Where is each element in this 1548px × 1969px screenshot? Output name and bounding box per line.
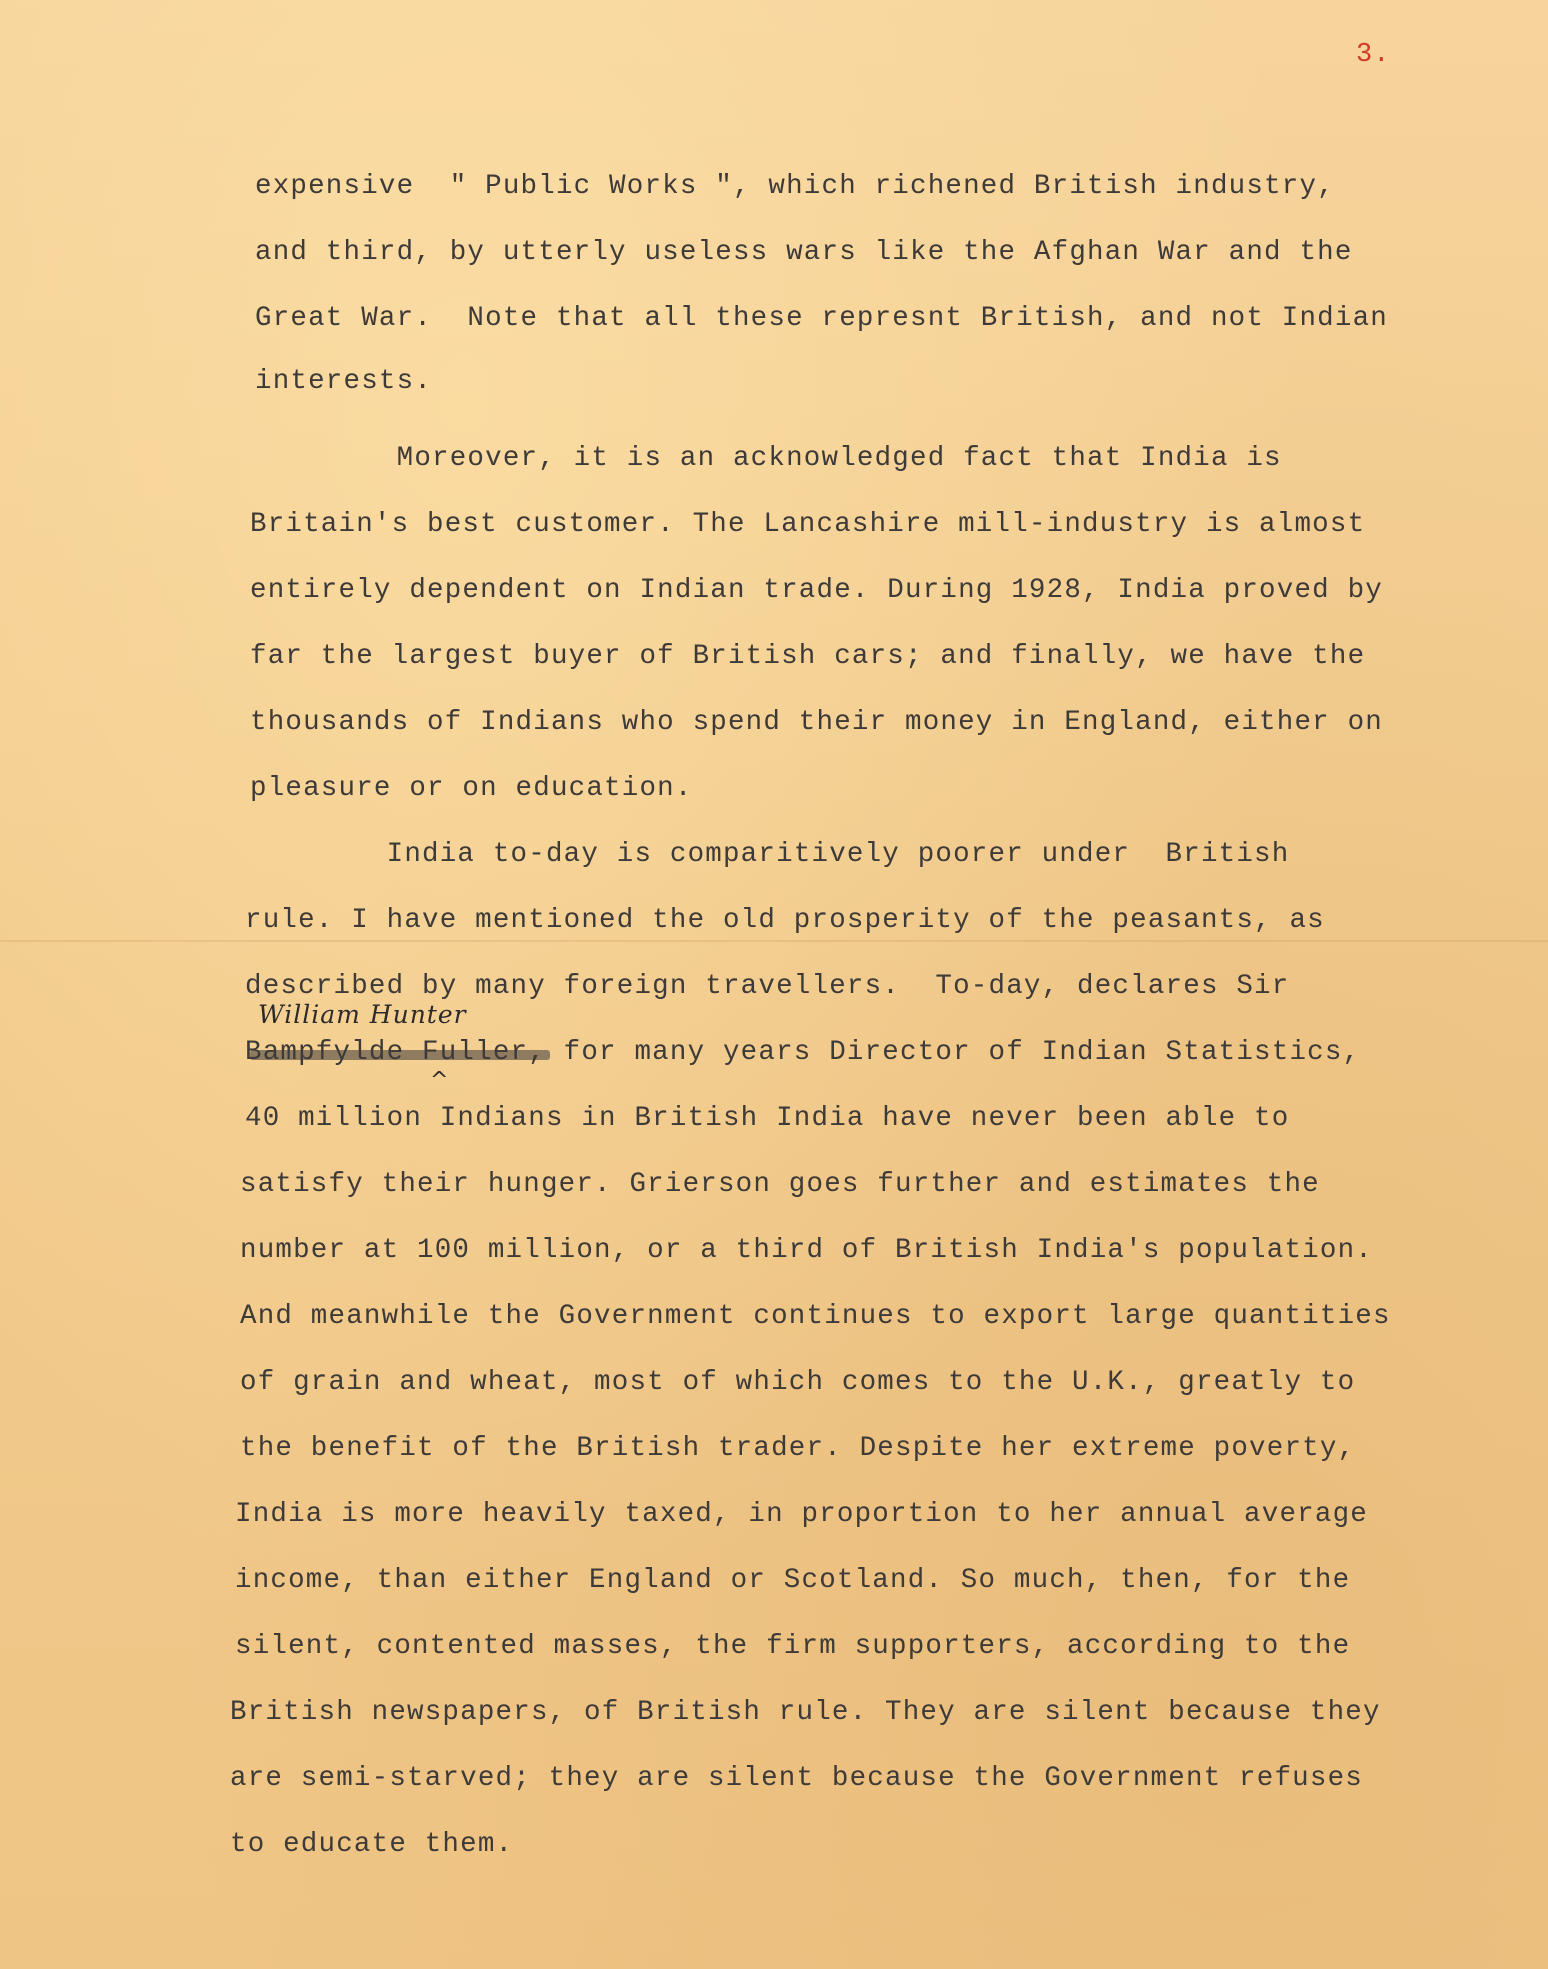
text-line: And meanwhile the Government continues to export large quantities (240, 1301, 1391, 1332)
insertion-caret: ^ (430, 1068, 449, 1093)
text-line: Bampfylde Fuller, for many years Director of Indian Statistics, (245, 1037, 1361, 1068)
text-line: income, than either England or Scotland. So much, then, for the (235, 1565, 1351, 1596)
text-line: Moreover, it is an acknowledged fact that India is (255, 443, 1282, 474)
text-line: Britain's best customer. The Lancashire mill-industry is almost (250, 509, 1366, 540)
text-line: of grain and wheat, most of which comes to the U.K., greatly to (240, 1367, 1356, 1398)
text-line: far the largest buyer of British cars; and finally, we have the (250, 641, 1366, 672)
page-number: 3. (1356, 40, 1391, 70)
text-line: and third, by utterly useless wars like the Afghan War and the (255, 237, 1353, 268)
text-line: the benefit of the British trader. Despite her extreme poverty, (240, 1433, 1356, 1464)
text-line: expensive " Public Works ", which richened British industry, (255, 171, 1335, 202)
text-line: described by many foreign travellers. To-day, declares Sir (245, 971, 1290, 1002)
text-line: are semi-starved; they are silent because the Government refuses (230, 1763, 1363, 1794)
text-line: entirely dependent on Indian trade. During 1928, India proved by (250, 575, 1383, 606)
text-line: 40 million Indians in British India have never been able to (245, 1103, 1290, 1134)
text-line: rule. I have mentioned the old prosperity of the peasants, as (245, 905, 1325, 936)
text-line: pleasure or on education. (250, 773, 693, 804)
text-line: British newspapers, of British rule. They are silent because they (230, 1697, 1381, 1728)
paper-fold-line (0, 940, 1548, 942)
text-line: number at 100 million, or a third of British India's population. (240, 1235, 1373, 1266)
text-line: India is more heavily taxed, in proportion to her annual average (235, 1499, 1368, 1530)
text-line: thousands of Indians who spend their money in England, either on (250, 707, 1383, 738)
text-line: India to-day is comparitively poorer under British (245, 839, 1290, 870)
text-line: interests. (255, 366, 433, 397)
handwritten-correction: William Hunter (258, 1000, 467, 1029)
text-line: Great War. Note that all these represnt British, and not Indian (255, 303, 1388, 334)
text-line: silent, contented masses, the firm supporters, according to the (235, 1631, 1351, 1662)
text-line: satisfy their hunger. Grierson goes further and estimates the (240, 1169, 1320, 1200)
text-line: to educate them. (230, 1829, 514, 1860)
